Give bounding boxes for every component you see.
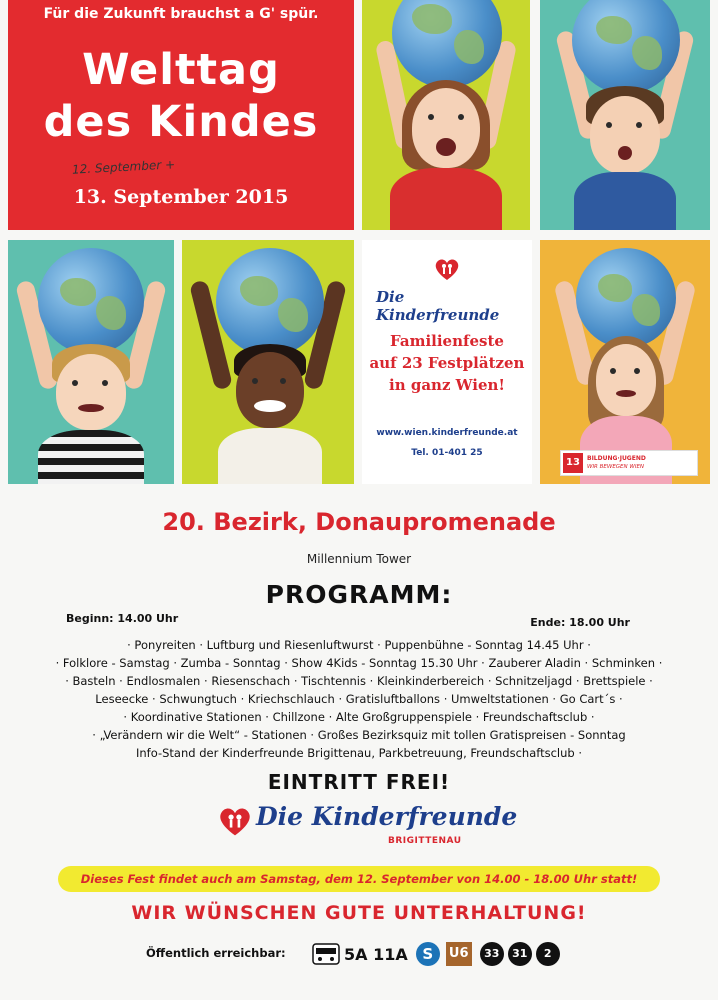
program-line: · Folklore - Samstag · Zumba - Sonntag · Show 4Kids - Sonntag 15.30 Uhr · Zauberer Aladin · Schminken · bbox=[55, 656, 663, 670]
title-line-1: Welttag bbox=[82, 45, 280, 95]
globe-icon bbox=[576, 248, 676, 348]
notice-text: Dieses Fest findet auch am Samstag, dem 12. September von 14.00 - 18.00 Uhr statt! bbox=[80, 872, 638, 886]
photo-boy-stripes bbox=[8, 240, 174, 484]
heart-logo-icon bbox=[434, 256, 460, 282]
end-time: Ende: 18.00 Uhr bbox=[530, 616, 630, 629]
badge-line-1: BILDUNG·JUGEND bbox=[587, 455, 646, 462]
closing-message: WIR WÜNSCHEN GUTE UNTERHALTUNG! bbox=[131, 902, 587, 924]
s-bahn-icon: S bbox=[416, 942, 440, 966]
badge-line-2: WIR BEWEGEN WIEN bbox=[587, 464, 645, 470]
program-heading: PROGRAMM: bbox=[265, 580, 453, 609]
globe-icon bbox=[392, 0, 502, 88]
headline-line-3: in ganz Wien! bbox=[389, 376, 505, 394]
child-illustration bbox=[362, 0, 530, 230]
logo-subtitle: BRIGITTENAU bbox=[388, 836, 462, 846]
saturday-notice bbox=[58, 866, 660, 892]
child-illustration bbox=[8, 240, 174, 484]
program-line: · Koordinative Stationen · Chillzone · Alte Großgruppenspiele · Freundschaftsclub · bbox=[123, 710, 595, 724]
event-location: 20. Bezirk, Donaupromenade bbox=[162, 508, 556, 536]
logo-text: Die Kinderfreunde bbox=[256, 802, 518, 831]
free-entry-text: EINTRITT FREI! bbox=[267, 770, 451, 794]
tram-line-31: 31 bbox=[508, 942, 532, 966]
district-number: 13 bbox=[563, 453, 583, 473]
headline-line-1: Familienfeste bbox=[390, 332, 504, 350]
tagline: Für die Zukunft brauchst a G' spür. bbox=[43, 6, 319, 22]
tram-line-2: 2 bbox=[536, 942, 560, 966]
photo-boy-globe bbox=[540, 0, 710, 230]
website-link[interactable]: www.wien.kinderfreunde.at bbox=[376, 428, 518, 438]
tram-line-33: 33 bbox=[480, 942, 504, 966]
program-line: · „Verändern wir die Welt“ - Stationen · Großes Bezirksquiz mit tollen Gratispreisen - Sonntag bbox=[92, 728, 626, 742]
event-date: 13. September 2015 bbox=[73, 186, 289, 208]
kinderfreunde-info-panel bbox=[362, 240, 532, 484]
event-details bbox=[0, 488, 718, 1000]
handwritten-note: 12. September + bbox=[71, 157, 176, 177]
photo-girl-globe bbox=[362, 0, 530, 230]
photo-girl-smile bbox=[182, 240, 354, 484]
transit-icons bbox=[312, 939, 560, 969]
child-illustration bbox=[540, 240, 710, 484]
program-line: · Basteln · Endlosmalen · Riesenschach · Tischtennis · Kleinkinderbereich · Schnitzeljagd · Brettspiele · bbox=[65, 674, 653, 688]
bildung-jugend-badge bbox=[560, 450, 698, 476]
headline-line-2: auf 23 Festplätzen bbox=[369, 354, 525, 372]
phone-number: Tel. 01-401 25 bbox=[411, 448, 483, 458]
heart-logo-icon bbox=[218, 804, 252, 838]
bus-icon bbox=[312, 943, 340, 965]
child-illustration bbox=[182, 240, 354, 484]
festival-headline bbox=[362, 330, 532, 396]
event-venue: Millennium Tower bbox=[306, 552, 412, 566]
title-line-2: des Kindes bbox=[43, 97, 319, 147]
program-line: Info-Stand der Kinderfreunde Brigittenau, Parkbetreuung, Freundschaftsclub · bbox=[135, 746, 583, 760]
program-line: · Ponyreiten · Luftburg und Riesenluftwurst · Puppenbühne - Sonntag 14.45 Uhr · bbox=[127, 638, 591, 652]
start-time: Beginn: 14.00 Uhr bbox=[66, 612, 179, 625]
kinderfreunde-logo-text: Die Kinderfreunde bbox=[376, 288, 500, 324]
u6-icon: U6 bbox=[446, 942, 472, 966]
title-panel bbox=[8, 0, 354, 230]
program-line: Leseecke · Schwungtuch · Kriechschlauch · Gratisluftballons · Umweltstationen · Go Cart´s · bbox=[95, 692, 623, 706]
globe-icon bbox=[216, 248, 324, 356]
kinderfreunde-brigittenau-logo bbox=[218, 800, 518, 850]
transport-label: Öffentlich erreichbar: bbox=[146, 946, 286, 960]
photo-girl-yellow bbox=[540, 240, 710, 484]
bus-lines: 5A 11A bbox=[344, 944, 408, 964]
child-illustration bbox=[540, 0, 710, 230]
page-title bbox=[8, 44, 354, 148]
globe-icon bbox=[38, 248, 144, 354]
